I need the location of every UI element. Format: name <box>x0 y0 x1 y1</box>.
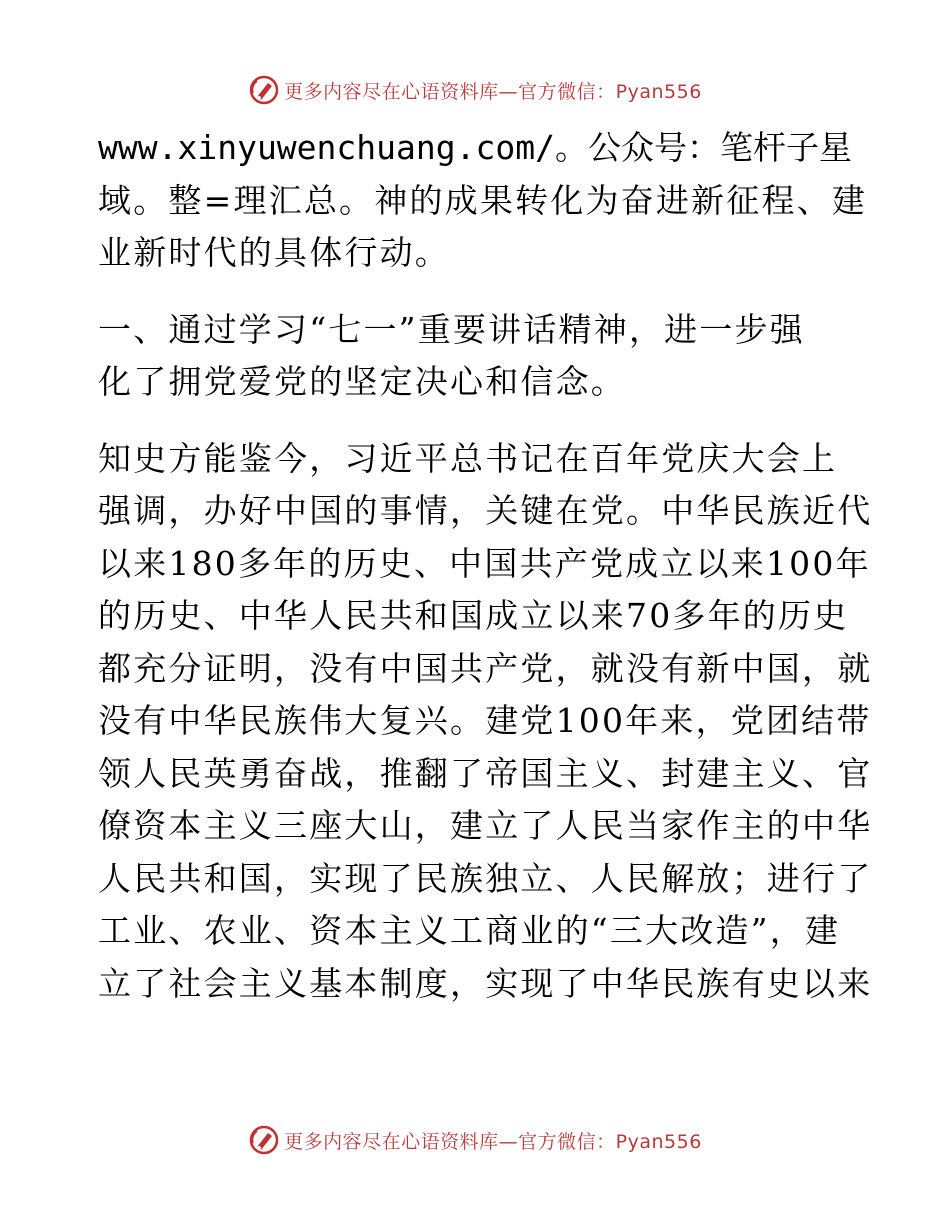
text-line: 工业、农业、资本主义工商业的“三大改造”，建 <box>98 911 841 950</box>
text-line: 人民共和国，实现了民族独立、人民解放；进行了 <box>98 858 873 898</box>
header-banner-text: 更多内容尽在心语资料库—官方微信：Pyan556 <box>284 80 702 103</box>
text-line: 一、通过学习“七一”重要讲话精神，进一步强 <box>98 309 805 349</box>
text-line: www.xinyuwenchuang.com/。公众号：笔杆子星 <box>98 128 852 167</box>
text-line: 以来180多年的历史、中国共产党成立以来100年 <box>98 543 871 583</box>
footer-banner <box>0 1120 950 1160</box>
text-line: 知史方能鉴今，习近平总书记在百年党庆大会上 <box>98 438 838 478</box>
paragraph-body <box>98 433 873 1011</box>
text-line: 业新时代的具体行动。 <box>98 233 450 272</box>
section-heading <box>98 304 858 409</box>
pen-nib-logo-icon <box>248 74 280 106</box>
text-line: 领人民英勇奋战，推翻了帝国主义、封建主义、官 <box>98 753 873 793</box>
text-line: 僚资本主义三座大山，建立了人民当家作主的中华 <box>98 806 873 845</box>
text-line: 的历史、中华人民共和国成立以来70多年的历史 <box>98 596 849 635</box>
text-line: 立了社会主义基本制度，实现了中华民族有史以来 <box>98 963 873 1003</box>
pen-nib-logo-icon <box>248 1124 280 1156</box>
header-banner <box>0 70 950 110</box>
text-line: 域。整=理汇总。神的成果转化为奋进新征程、建 <box>98 180 868 220</box>
document-body <box>98 122 873 1010</box>
text-line: 没有中华民族伟大复兴。建党100年来，党团结带 <box>98 701 872 740</box>
footer-banner-text: 更多内容尽在心语资料库—官方微信：Pyan556 <box>284 1130 702 1153</box>
text-line: 都充分证明，没有中国共产党，就没有新中国，就 <box>98 648 873 688</box>
paragraph-intro <box>98 122 868 280</box>
text-line: 强调，办好中国的事情，关键在党。中华民族近代 <box>98 491 873 530</box>
text-line: 化了拥党爱党的坚定决心和信念。 <box>98 362 626 401</box>
